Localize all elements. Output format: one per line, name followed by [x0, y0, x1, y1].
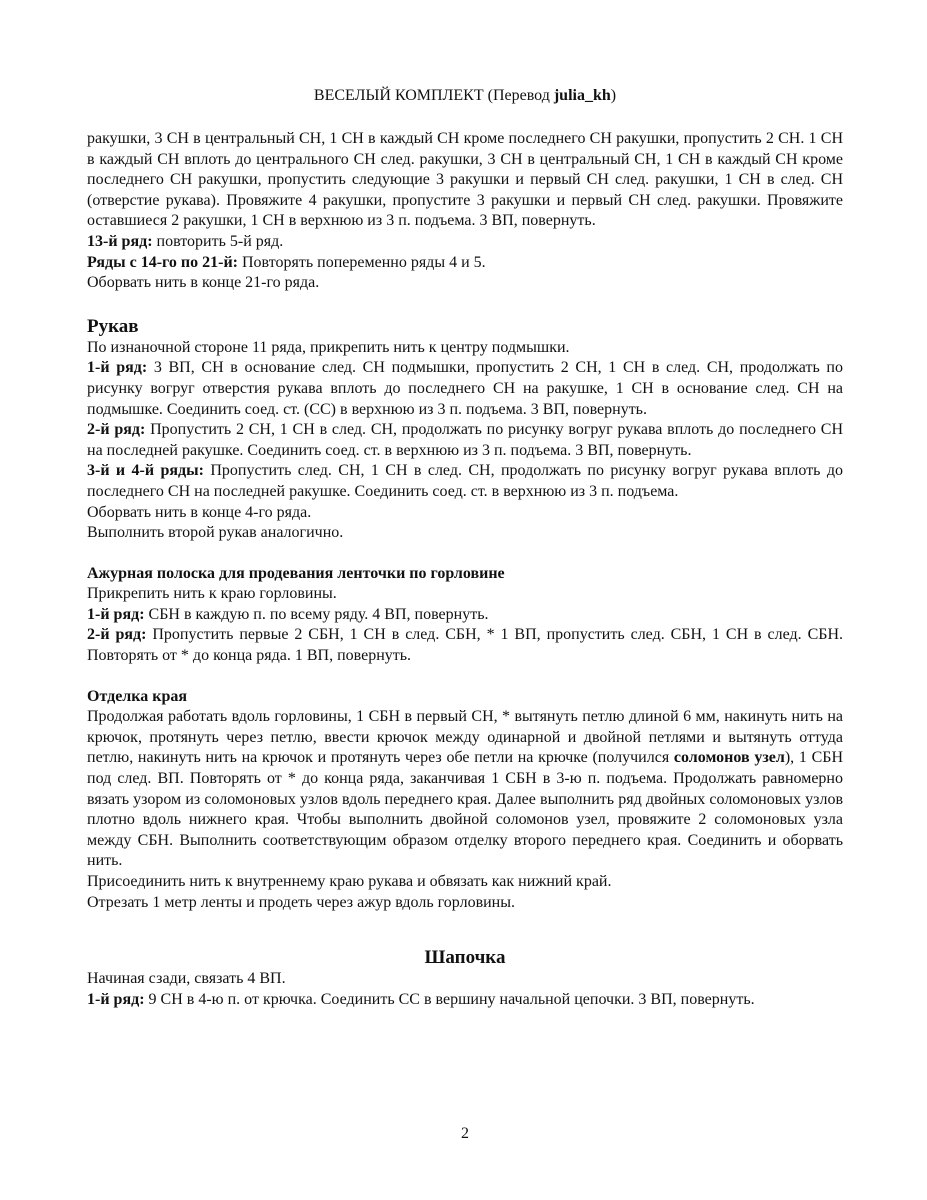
lace-heading: Ажурная полоска для продевания ленточки по горловине [87, 564, 505, 582]
sleeve-intro: По изнаночной стороне 11 ряда, прикрепить нить к центру подмышки. [87, 338, 570, 356]
hat-row-1-label: 1-й ряд: [87, 990, 145, 1008]
sleeve-heading: Рукав [87, 315, 139, 337]
sleeve-rows-3-4-text: Пропустить след. СН, 1 СН в след. СН, продолжать по рисунку вогруг рукава вплоть до последнего СН на последней ракушке. Соединить соед. ст. в верхнюю из 3 п. подъема. [87, 462, 844, 500]
watermark [910, 1172, 915, 1196]
hat-heading: Шапочка [424, 947, 506, 969]
intro-paragraph: ракушки, 3 СН в центральный СН, 1 СН в каждый СН кроме последнего СН ракушки, пропустить 2 СН. 1 СН в каждый СН вплоть до центрального СН след. ракушки, 3 СН в центральный СН, 1 СН в каждый СН кроме последнего СН ракушки, пропустить следующие 3 ракушки и первый СН след. ракушки, 1 СН в след. СН (отверстие рукава). Провяжите 4 ракушки, пропустите 3 ракушки и первый СН след. ракушки. Провяжите оставшиеся 2 ракушки, 1 СН в верхнюю из 3 п. подъема. 3 ВП, повернуть. [87, 130, 843, 230]
sleeve-row-2 [87, 420, 843, 461]
hat-row-1 [87, 990, 843, 1011]
lace-row-2 [87, 625, 843, 666]
row-13 [87, 232, 843, 253]
rows-14-21-text: Повторять попеременно ряды 4 и 5. [238, 253, 486, 271]
intro-end: Оборвать нить в конце 21-го ряда. [87, 274, 320, 292]
document-body [87, 129, 843, 1010]
header-title: ВЕСЕЛЫЙ КОМПЛЕКТ (Перевод [313, 87, 554, 104]
edging-sleeve: Присоединить нить к внутреннему краю рукава и обвязать как нижний край. [87, 873, 612, 890]
sleeve-rows-3-4 [87, 461, 843, 502]
sleeve-row-2-label: 2-й ряд: [87, 421, 146, 439]
rows-14-21-label: Ряды с 14-го по 21-й: [87, 253, 238, 271]
header-author: julia_kh [553, 87, 611, 104]
edging-term: соломонов узел [673, 749, 785, 767]
rows-14-21 [87, 253, 843, 274]
page-header [87, 86, 843, 106]
sleeve-row-2-text: Пропустить 2 СН, 1 СН в след. СН, продолжать по рисунку вогруг рукава вплоть до последнего СН на последней ракушке. Соединить соед. ст. в верхнюю из 3 п. подъема. 3 ВП, повернуть. [87, 421, 843, 459]
lace-row-2-text: Пропустить первые 2 СБН, 1 СН в след. СБН, * 1 ВП, пропустить след. СБН, 1 СН в след. СБН. Повторять от * до конца ряда. 1 ВП, повернуть. [87, 626, 843, 665]
edging-text-c: ), 1 СБН под след. ВП. Повторять от * до конца ряда, заканчивая 1 СБН в 3-ю п. подъема. Продолжать равномерно вязать узором из соломоновых узлов вдоль переднего края. Далее выполнить ряд двойных соломоновых узлов плотно вдоль нижнего края. Чтобы выполнить двойной соломонов узел, провяжите 2 соломоновых узла между СБН. Выполнить соответствующим образом отделку второго переднего края. Соединить и оборвать нить. [87, 749, 843, 870]
lace-row-1-text: СБН в каждую п. по всему ряду. 4 ВП, повернуть. [144, 605, 489, 623]
sleeve-end-2: Выполнить второй рукав аналогично. [87, 524, 344, 542]
sleeve-row-1-text: 3 ВП, СН в основание след. СН подмышки, пропустить 2 СН, 1 СН в след. СН, продолжать по рисунку вогруг отверстия рукава вплоть до последнего СН на ракушке, 1 СН в основание след. СН на подмышке. Соединить соед. ст. (СС) в верхнюю из 3 п. подъема. 3 ВП, повернуть. [87, 359, 843, 418]
hat-intro: Начиная сзади, связать 4 ВП. [87, 970, 286, 988]
page-number: 2 [461, 1125, 469, 1142]
lace-row-2-label: 2-й ряд: [87, 626, 147, 644]
edging-text-a: Продолжая работать вдоль горловины, 1 СБН в первый СН, * вытянуть петлю длиной 6 мм, накинуть нить на крючок, протянуть через петлю, ввести крючок между одинарной и двойной петлями и вытянуть оттуда петлю, накинуть нить на крючок и протянуть через обе петли на крючке (получился [87, 708, 843, 767]
header-close: ) [610, 87, 617, 104]
edging-ribbon: Отрезать 1 метр ленты и продеть через ажур вдоль горловины. [87, 893, 515, 911]
edging-heading: Отделка края [87, 687, 188, 705]
sleeve-end-1: Оборвать нить в конце 4-го ряда. [87, 503, 312, 521]
sleeve-row-1 [87, 358, 843, 420]
lace-row-1-label: 1-й ряд: [87, 605, 145, 623]
row-13-label: 13-й ряд: [87, 232, 153, 250]
edging-paragraph [87, 707, 843, 872]
sleeve-rows-3-4-label: 3-й и 4-й ряды: [87, 462, 204, 480]
lace-intro: Прикрепить нить к краю горловины. [87, 585, 337, 603]
hat-row-1-text: 9 СН в 4-ю п. от крючка. Соединить СС в вершину начальной цепочки. 3 ВП, повернуть. [144, 990, 755, 1008]
lace-row-1 [87, 605, 843, 626]
sleeve-row-1-label: 1-й ряд: [87, 359, 148, 377]
row-13-text: повторить 5-й ряд. [152, 232, 284, 250]
